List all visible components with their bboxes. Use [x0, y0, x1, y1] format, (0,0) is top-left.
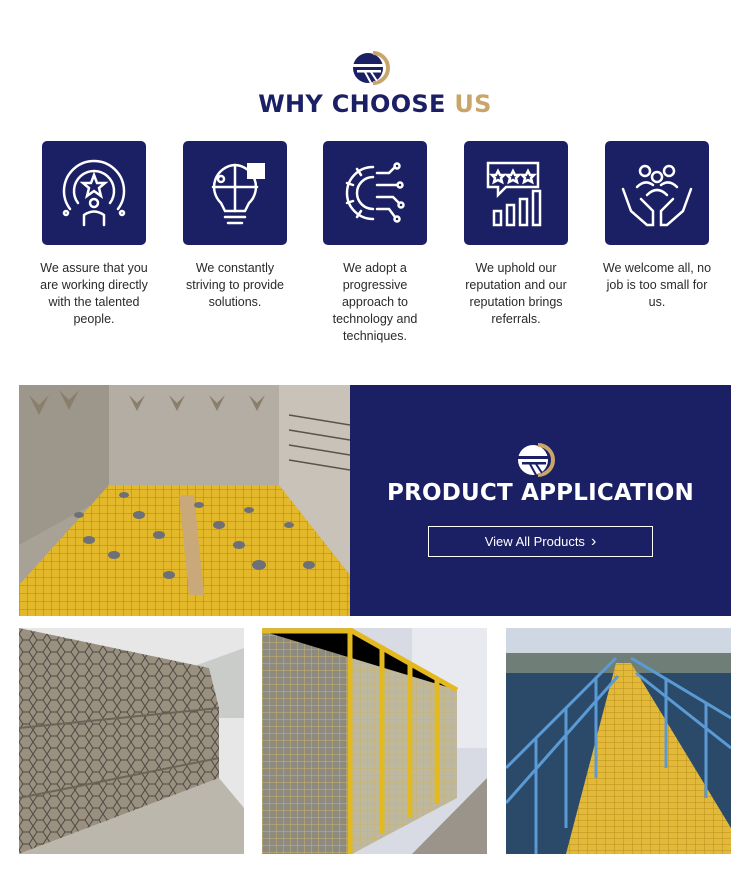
feature-card-talented-people — [24, 141, 164, 328]
feature-icon-box — [323, 141, 427, 245]
view-all-products-label: View All Products — [484, 534, 585, 549]
gear-circuit-icon — [335, 153, 415, 233]
feature-card-welcome — [587, 141, 727, 311]
feature-card-reputation — [446, 141, 586, 328]
feature-text: We welcome all, no job is too small for us. — [602, 261, 712, 309]
section-title — [0, 90, 750, 118]
gabion-wall-photo — [19, 628, 244, 854]
banner-heading: PRODUCT APPLICATION — [387, 480, 694, 506]
chevron-right-icon: › — [590, 532, 597, 550]
feature-icon-box — [464, 141, 568, 245]
lightbulb-puzzle-icon — [195, 153, 275, 233]
section-title-main: WHY CHOOSE — [258, 90, 455, 118]
rating-chart-icon — [476, 153, 556, 233]
star-person-icon — [54, 153, 134, 233]
feature-text: We constantly striving to provide solutions. — [186, 261, 284, 309]
pigeon-loft-photo — [19, 385, 350, 616]
brand-logo — [516, 442, 564, 478]
feature-icon-box — [605, 141, 709, 245]
view-all-products-button[interactable] — [428, 526, 653, 557]
brand-logo — [351, 50, 399, 86]
feature-icon-box — [42, 141, 146, 245]
product-application-banner — [350, 385, 731, 616]
grating-walkway-photo — [506, 628, 731, 854]
section-title-accent: US — [454, 90, 492, 118]
grating-fence-photo — [262, 628, 487, 854]
feature-card-technology — [305, 141, 445, 345]
feature-icon-box — [183, 141, 287, 245]
feature-card-solutions — [165, 141, 305, 311]
feature-text: We adopt a progressive approach to technology and techniques. — [332, 261, 418, 343]
feature-text: We uphold our reputation and our reputation brings referrals. — [465, 261, 567, 326]
hands-group-icon — [617, 153, 697, 233]
feature-text: We assure that you are working directly with the talented people. — [40, 261, 148, 326]
